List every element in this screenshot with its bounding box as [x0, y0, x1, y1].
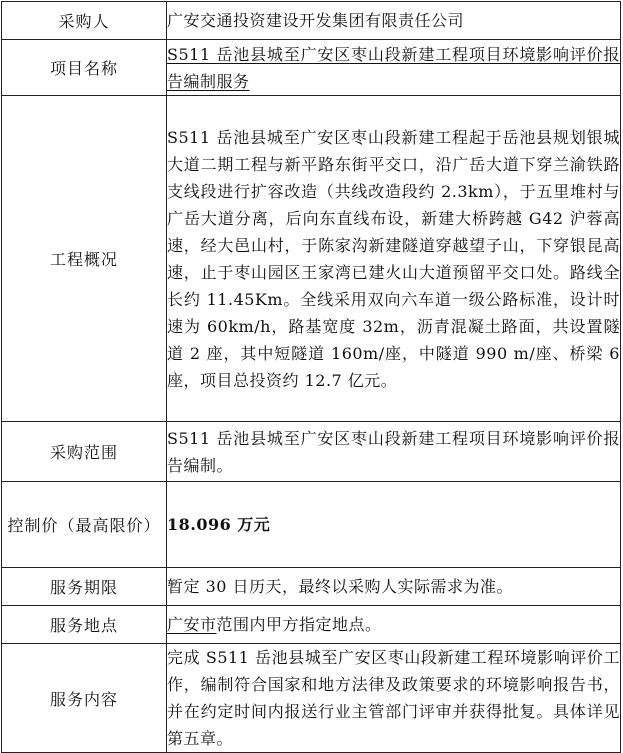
row-label: 服务内容 [2, 644, 167, 753]
row-value [167, 606, 621, 644]
row-label: 项目名称 [2, 40, 167, 96]
row-value: 广安交通投资建设开发集团有限责任公司 [167, 2, 621, 40]
row-label: 采购人 [2, 2, 167, 40]
table-row-purchaser [2, 2, 621, 40]
row-label: 工程概况 [2, 96, 167, 422]
table-row-project-name [2, 40, 621, 96]
row-label: 服务期限 [2, 568, 167, 606]
table-row-service-content [2, 644, 621, 753]
table-row-project-overview [2, 96, 621, 422]
procurement-info-table [1, 1, 621, 753]
row-value: 暂定 30 日历天，最终以采购人实际需求为准。 [167, 568, 621, 606]
table-row-procurement-scope [2, 422, 621, 482]
row-value: S511 岳池县城至广安区枣山段新建工程项目环境影响评价报告编制。 [167, 422, 621, 482]
row-label: 服务地点 [2, 606, 167, 644]
row-value: S511 岳池县城至广安区枣山段新建工程起于岳池县规划银城大道二期工程与新平路东街平交口，沿广岳大道下穿兰渝铁路支线段进行扩容改造（共线改造段约 2.3km），于五里堆村与广岳大道分离，后向东直线布设，新建大桥跨越 G42 沪蓉高速，经大邑山村，于陈家沟新建隧道穿越望子山，下穿银昆高速，止于枣山园区王家湾已建火山大道预留平交口处。路线全长约 11.45Km。全线采用双向六车道一级公路标准，设计时速为 60km/h，路基宽度 32m，沥青混凝土路面，共设置隧道 2 座，其中短隧道 160m/座，中隧道 990 m/座、桥梁 6 座，项目总投资约 12.7 亿元。 [167, 96, 621, 422]
row-value: S511 岳池县城至广安区枣山段新建工程项目环境影响评价报告编制服务 [167, 40, 621, 96]
location-city: 广安市 [167, 615, 217, 634]
row-value: 18.096 万元 [167, 482, 621, 568]
row-label: 采购范围 [2, 422, 167, 482]
row-label: 控制价（最高限价） [2, 482, 167, 568]
row-value: 完成 S511 岳池县城至广安区枣山段新建工程环境影响评价工作，编制符合国家和地方法律及政策要求的环境影响报告书，并在约定时间内报送行业主管部门评审并获得批复。具体详见第五章。 [167, 644, 621, 753]
location-rest: 范围内甲方指定地点。 [216, 615, 382, 634]
table-row-control-price [2, 482, 621, 568]
table-row-service-period [2, 568, 621, 606]
table-row-service-location [2, 606, 621, 644]
